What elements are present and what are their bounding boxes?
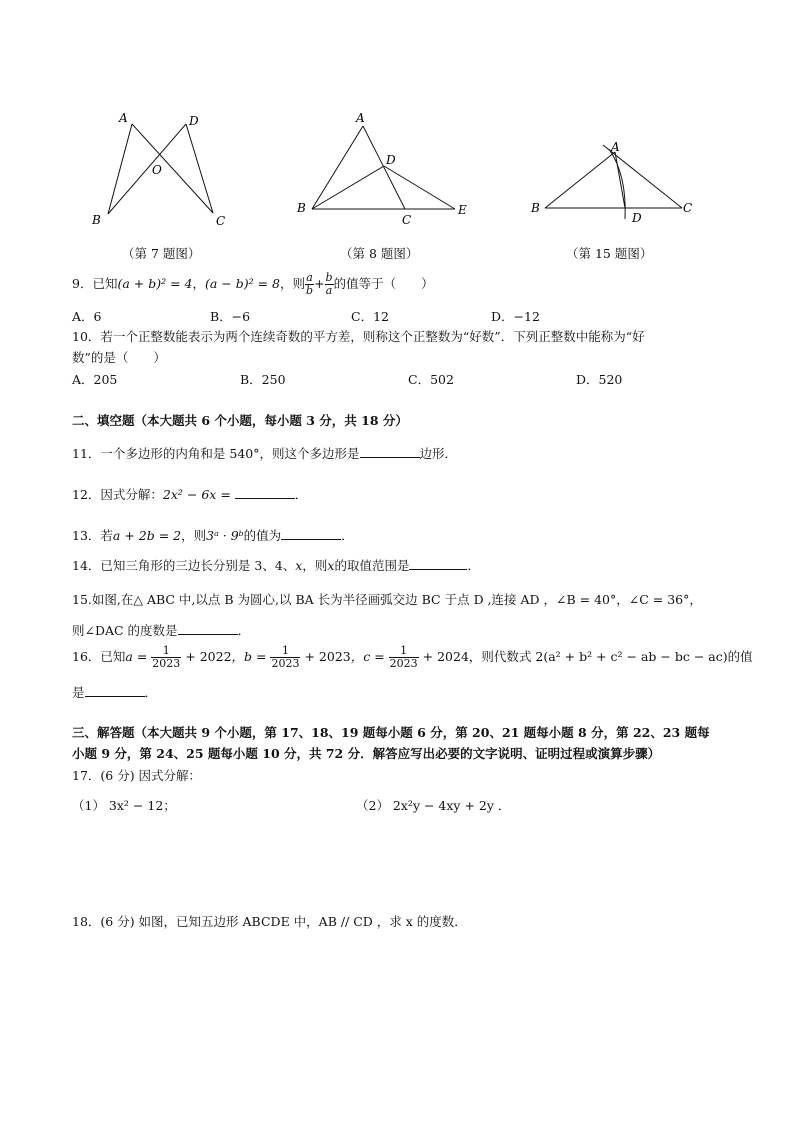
question-11 (72, 444, 457, 462)
q16-frac-b (270, 645, 300, 670)
fig8-line-AB (312, 126, 363, 209)
q14-var: x (295, 558, 303, 573)
q10-option-c: C．502 (408, 372, 454, 387)
q10-option-d: D．520 (576, 372, 623, 387)
fig8-label-b: B (297, 201, 306, 215)
question-16 (72, 645, 753, 670)
q15-answer-blank[interactable] (178, 622, 238, 635)
q16-tail: ，则代数式 2(a² + b² + c² − ab − bc − ac)的值 (468, 649, 753, 664)
fig7-label-d: D (189, 114, 199, 128)
q9-frac2 (325, 272, 334, 297)
q12-text-after: ． (294, 487, 308, 502)
q9-option-b: B．−6 (210, 309, 251, 324)
fig15-label-c: C (683, 201, 693, 215)
question-12 (72, 485, 307, 503)
q9-frac1-num: a (306, 271, 313, 284)
fig15-line-AC (603, 145, 682, 208)
q18-text: 18．(6 分) 如图，已知五边形 ABCDE 中，AB // CD ，求 x 的度数． (72, 914, 467, 929)
q11-text-after: 边形． (419, 446, 458, 461)
q9-option-d: D．−12 (491, 309, 540, 324)
q12-expr: 2x² − 6x = (162, 487, 231, 502)
q10-line2: 数”的是（ ） (72, 350, 166, 365)
fig8-label-c: C (402, 213, 412, 227)
q9-cond1: (a + b)² = 4 (117, 276, 193, 291)
q16-prefix: 16．已知 (72, 649, 126, 664)
q13-text: 13．若 (72, 528, 113, 543)
q16-line2-text: 是 (72, 685, 85, 700)
q14-answer-blank[interactable] (409, 557, 467, 570)
q14-mid: ，则 (302, 558, 328, 573)
q12-text: 12．因式分解： (72, 487, 163, 502)
q14-var2: x (327, 558, 335, 573)
q13-expr: 3ᵃ · 9ᵇ (206, 528, 244, 543)
q16-line2-after: ． (144, 685, 158, 700)
q16-frac-a (151, 645, 181, 670)
q12-answer-blank[interactable] (235, 486, 295, 499)
q16-frac-a-den: 2023 (152, 657, 181, 670)
fig8-line-BD (312, 166, 384, 209)
question-15-line2 (72, 621, 250, 639)
q15-line1: 15.如图,在△ ABC 中,以点 B 为圆心,以 BA 长为半径画弧交边 BC 于点 D ,连接 AD ，∠B = 40°，∠C = 36°， (72, 592, 702, 607)
q10-option-a: A．205 (72, 372, 118, 387)
section-3-title-line2: 小题 9 分，第 24、25 题每小题 10 分，共 72 分．解答应写出必要的文字说明、证明过程或演算步骤） (72, 746, 661, 761)
question-14 (72, 556, 480, 574)
question-16-line2 (72, 683, 157, 701)
q9-option-c: C．12 (351, 309, 389, 324)
q10-line1: 10．若一个正整数能表示为两个连续奇数的平方差，则称这个正整数为“好数”．下列正整数中能称为“好 (72, 329, 645, 344)
q16-c-lhs: ，c = (350, 649, 385, 664)
figure-7 (85, 108, 235, 233)
q9-frac1-den: b (306, 284, 314, 297)
q16-b-lhs: ，b = (231, 649, 267, 664)
fig8-label-e: E (458, 203, 467, 217)
fig7-label-a: A (119, 111, 128, 125)
fig7-line-DC (186, 124, 213, 213)
q15-line2-text: 则∠DAC 的度数是 (72, 623, 178, 638)
q10-option-b: B．250 (240, 372, 286, 387)
q9-prefix: 9．已知 (72, 276, 118, 291)
q13-mid: ，则 (181, 528, 207, 543)
q16-frac-b-den: 2023 (271, 657, 300, 670)
q14-end: ． (467, 558, 480, 573)
figure-8 (290, 108, 480, 233)
fig8-caption: （第 8 题图） (340, 246, 419, 261)
q16-frac-a-num: 1 (151, 645, 181, 658)
fig7-line-AC (132, 124, 213, 213)
fig8-label-d: D (386, 153, 396, 167)
fig15-line-BA (545, 152, 615, 208)
fig15-label-d: D (632, 211, 642, 225)
section-2-title: 二、填空题（本大题共 6 个小题，每小题 3 分，共 18 分） (72, 413, 408, 428)
fig7-label-b: B (92, 213, 101, 227)
q11-answer-blank[interactable] (360, 445, 420, 458)
q13-answer-blank[interactable] (281, 527, 341, 540)
q16-a-rhs: + 2022 (185, 649, 232, 664)
q16-frac-c-den: 2023 (389, 657, 418, 670)
q16-frac-c (389, 645, 419, 670)
q9-option-a: A．6 (72, 309, 102, 324)
fig8-line-AC (363, 126, 405, 209)
q11-text: 11．一个多边形的内角和是 540°，则这个多边形是 (72, 446, 360, 461)
q9-mid: ，则 (280, 276, 306, 291)
q17-title: 17．(6 分) 因式分解： (72, 768, 202, 783)
q17-part2: （2） 2x²y − 4xy + 2y ． (356, 798, 511, 813)
fig7-caption: （第 7 题图） (122, 246, 201, 261)
q15-line2-after: ． (237, 623, 251, 638)
q16-frac-b-num: 1 (270, 645, 300, 658)
fig7-label-c: C (216, 214, 226, 228)
q13-end: ． (341, 528, 354, 543)
q16-b-rhs: + 2023 (304, 649, 351, 664)
q9-frac2-den: a (325, 284, 333, 297)
fig8-label-a: A (356, 111, 365, 125)
fig15-label-b: B (531, 201, 540, 215)
q17-part1: （1） 3x² − 12； (72, 798, 176, 813)
q9-cond2: (a − b)² = 8 (204, 276, 280, 291)
fig7-label-o: O (152, 163, 162, 177)
question-9: 9．已知(a + b)² = 4，(a − b)² = 8，则 $\frac{a}{b}$ + $\frac{b}{a}$ 的值等于（ ） (72, 271, 434, 297)
q9-frac2-num: b (325, 271, 333, 284)
question-13 (72, 526, 354, 544)
q16-answer-blank[interactable] (85, 684, 145, 697)
q16-frac-c-num: 1 (389, 645, 419, 658)
fig15-label-a: A (611, 140, 620, 154)
q9-plus: + (314, 276, 325, 291)
q16-a-lhs: a = (125, 649, 148, 664)
q14-text-after: 的取值范围是 (334, 558, 410, 573)
q13-text-after-expr: 的值为 (243, 528, 282, 543)
section-3-title-line1: 三、解答题（本大题共 9 个小题，第 17、18、19 题每小题 6 分，第 20、21 题每小题 8 分，第 22、23 题每 (72, 725, 710, 740)
q14-text: 14．已知三角形的三边长分别是 3、4、 (72, 558, 296, 573)
fig15-line-AD (615, 152, 625, 208)
q13-cond: a + 2b = 2 (112, 528, 182, 543)
q16-c-rhs: + 2024 (422, 649, 469, 664)
figure-15 (525, 135, 705, 235)
fig15-caption: （第 15 题图） (566, 246, 653, 261)
q9-suffix: 的值等于（ ） (333, 276, 434, 291)
q9-frac1 (305, 272, 314, 297)
